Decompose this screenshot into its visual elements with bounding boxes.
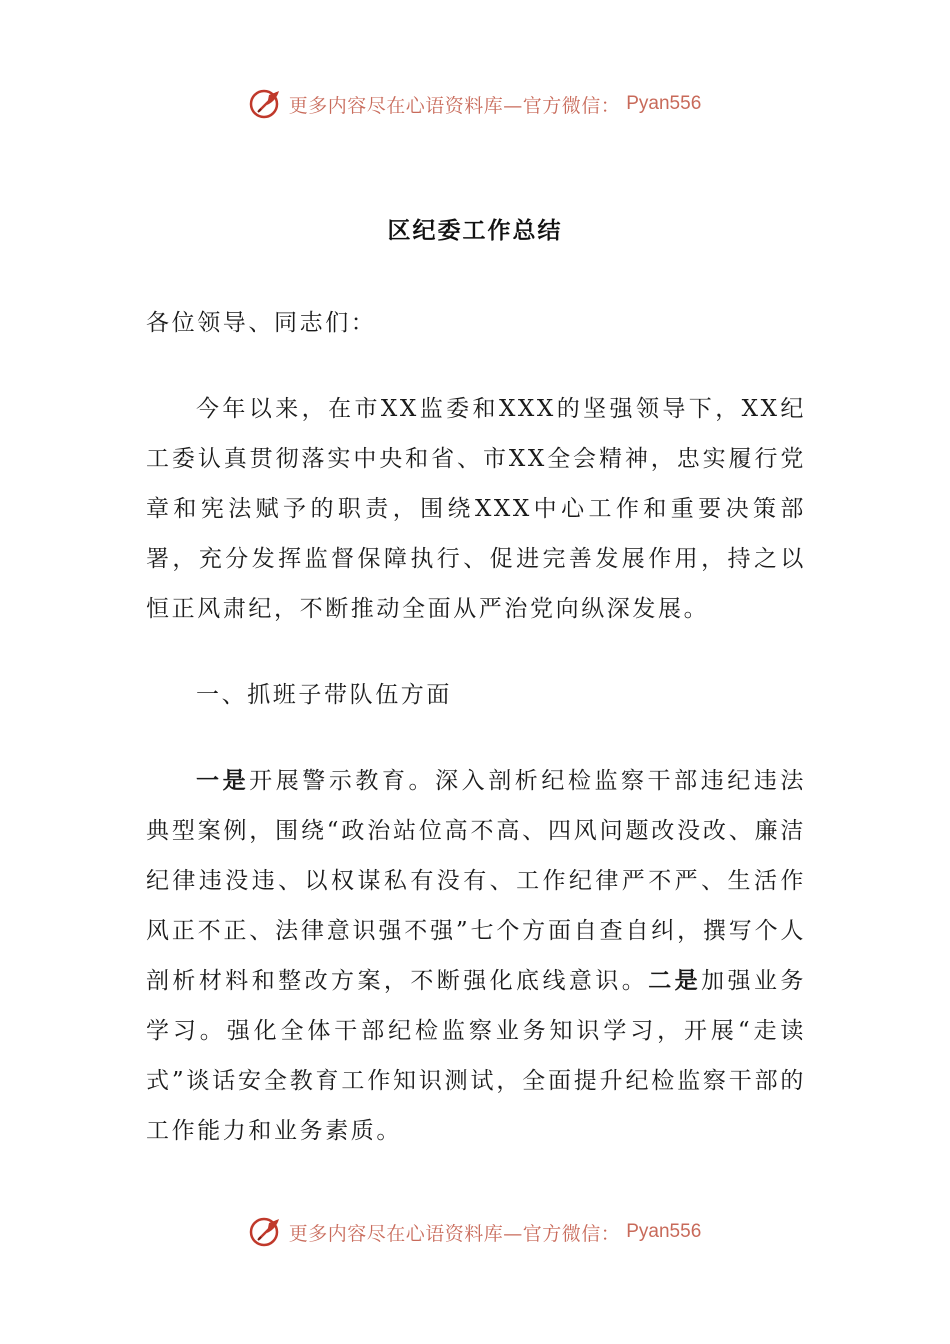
intro-paragraph: 今年以来，在市XX监委和XXX的坚强领导下，XX纪工委认真贯彻落实中央和省、市XX全会精神，忠实履行党章和宪法赋予的职责，围绕XXX中心工作和重要决策部署，充分发挥监督保障执行、促进完善发展作用，持之以恒正风肃纪，不断推动全面从严治党向纵深发展。 [146,396,806,622]
section-heading: 一、抓班子带队伍方面 [196,682,452,708]
document-body [146,298,806,1156]
lead-phrase-2: 二是 [648,967,702,994]
quill-pen-circle-icon [249,1215,283,1249]
quill-pen-circle-icon [249,87,283,121]
watermark-wechat-id: Pyan556 [626,1221,702,1242]
body-text-2: 加强业务学习。强化全体干部纪检监察业务知识学习，开展“走读式”谈话安全教育工作知识测试，全面提升纪检监察干部的工作能力和业务素质。 [146,968,807,1144]
greeting: 各位领导、同志们： [146,310,377,336]
watermark-text: 更多内容尽在心语资料库—官方微信： [288,94,621,117]
header-watermark [0,82,950,126]
watermark-text: 更多内容尽在心语资料库—官方微信： [288,1222,621,1245]
watermark-wechat-id: Pyan556 [626,93,702,114]
body-text-1: 开展警示教育。深入剖析纪检监察干部违纪违法典型案例，围绕“政治站位高不高、四风问题改没改、廉洁纪律违没违、以权谋私有没有、工作纪律严不严、生活作风正不正、法律意识强不强”七个方面自查自纠，撰写个人剖析材料和整改方案，不断强化底线意识。 [146,768,807,994]
body-paragraph [146,756,806,1156]
lead-phrase-1: 一是 [196,767,250,794]
footer-watermark [0,1210,950,1254]
document-title: 区纪委工作总结 [387,217,563,244]
